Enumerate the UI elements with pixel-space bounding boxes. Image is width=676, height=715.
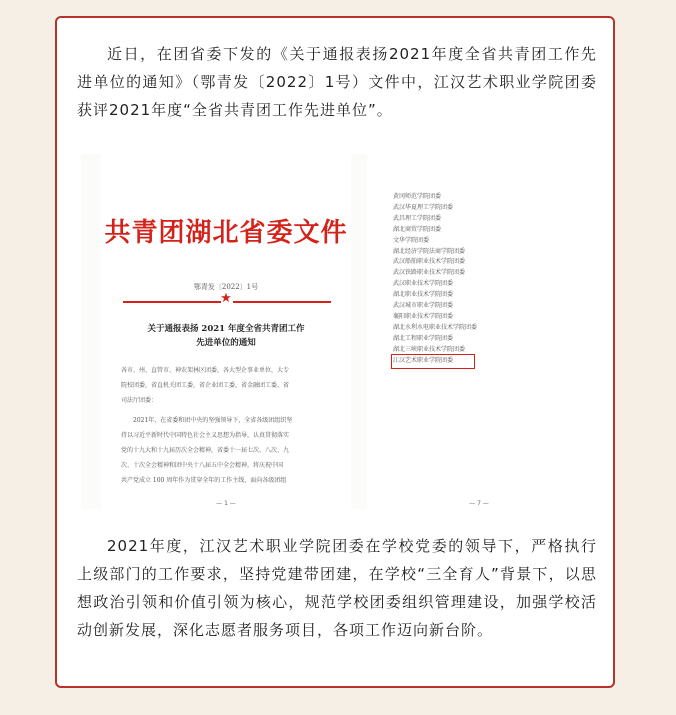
list-item: 湖北职业技术学院团委 (393, 291, 454, 299)
list-item: 湖北工程职业学院团委 (393, 334, 454, 342)
list-item: 武汉华夏理工学院团委 (393, 203, 454, 211)
list-item: 湖北经济学院法商学院团委 (393, 247, 466, 255)
notice-title-line-2: 先进单位的通知 (196, 338, 256, 348)
list-item: 武汉船舶职业技术学院团委 (393, 258, 466, 266)
list-item: 黄冈师范学院团委 (393, 193, 442, 200)
list-item: 武汉铁路职业技术学院团委 (393, 269, 466, 277)
summary-paragraph: 2021年度，江汉艺术职业学院团委在学校党委的领导下，严格执行上级部门的工作要求，坚持党建带团建，在学校“三全育人”背景下，以思想政治引领和价值引领为核心，规范学校团委组织管理建设，加强学校活动创新发展，深化志愿者服务项目，各项工作迈向新台阶。 (77, 537, 597, 639)
body-line: 院校团委，省直机关团工委，省企业团工委，省金融团工委，省 (121, 382, 290, 389)
body-line: 党的十九大和十九届历次全会精神，省委十一届七次、八次、九 (121, 447, 290, 454)
notice-title-line-1: 关于通报表扬 2021 年度全省共青团工作 (147, 324, 305, 334)
list-item: 襄阳职业技术学院团委 (393, 312, 454, 320)
list-item: 武汉职业技术学院团委 (393, 280, 454, 288)
red-rule-right (233, 301, 331, 303)
article-card (55, 16, 615, 688)
unit-list (393, 192, 477, 367)
list-item: 武汉城市职业学院团委 (393, 302, 454, 310)
body-line: 各市、州、直管市、神农架林区团委，各大型企事业单位，大专 (121, 367, 290, 374)
star-icon: ★ (220, 291, 232, 306)
body-line: 持以习近平新时代中国特色社会主义思想为指导，认真贯彻落实 (121, 432, 290, 439)
body-line: 共产党成立 100 周年作为贯穿全年的工作主线，面向各级团组 (121, 477, 287, 484)
notice-title (101, 322, 351, 350)
page-number: — 1 — (216, 500, 236, 507)
body-line: 司法厅团委： (121, 397, 158, 404)
list-item: 文华学院团委 (393, 236, 430, 244)
list-item: 湖北商贸学院团委 (393, 225, 442, 233)
list-item: 湖北三峡职业技术学院团委 (393, 345, 466, 353)
document-page-1 (101, 154, 351, 509)
intro-paragraph: 近日，在团省委下发的《关于通报表扬2021年度全省共青团工作先进单位的通知》（鄂青发〔2022〕1号）文件中，江汉艺术职业学院团委获评2021年度“全省共青团工作先进单位”。 (77, 45, 597, 119)
page-number: — 7 — (469, 500, 489, 507)
highlighted-list-item: 江汉艺术职业学院团委 (393, 356, 473, 367)
document-page-2 (367, 154, 591, 509)
red-rule-left (123, 301, 221, 303)
list-item: 武昌理工学院团委 (393, 214, 442, 222)
list-item: 湖北水利水电职业技术学院团委 (393, 323, 478, 331)
body-line: 次、十次全会精神和团中央十八届五中全会精神，将庆祝中国 (121, 462, 284, 469)
body-line: 2021年，在省委和团中央的坚强领导下，全省各级团组织坚 (133, 417, 293, 424)
red-header-title: 共青团湖北省委文件 (104, 218, 348, 248)
document-number: 鄂青发〔2022〕1号 (193, 283, 259, 291)
document-image (81, 154, 591, 509)
